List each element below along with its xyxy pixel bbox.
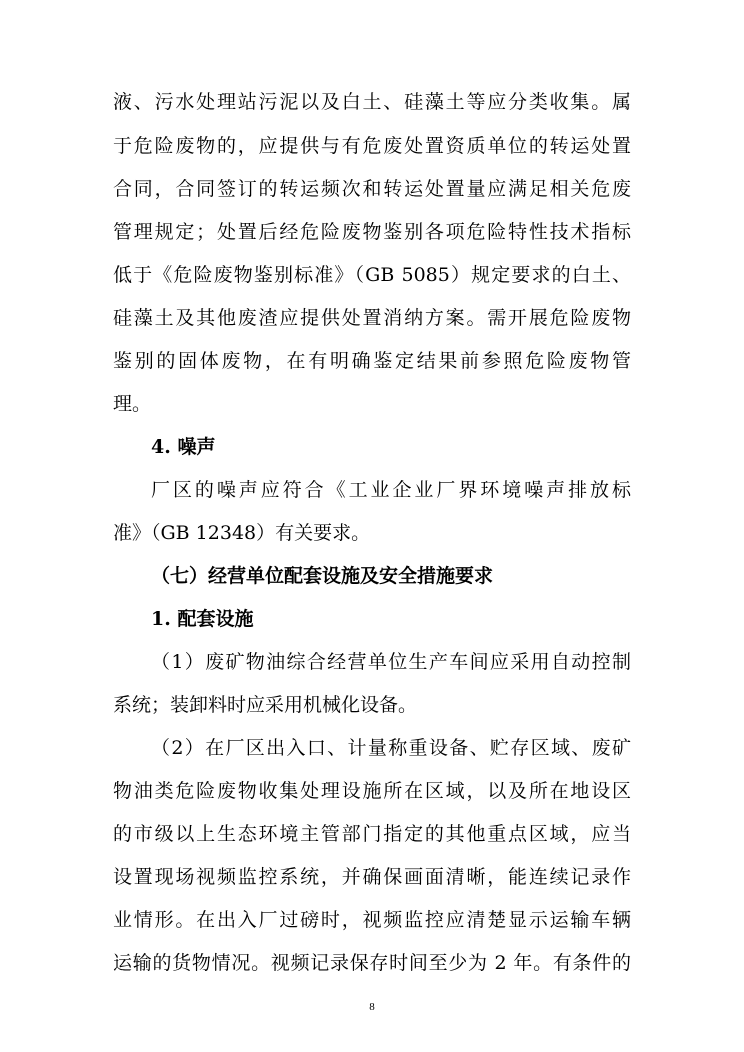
paragraph-line: 厂区的噪声应符合《工业企业厂界环境噪声排放标 xyxy=(151,479,631,501)
paragraph-line: 理。 xyxy=(113,393,152,415)
paragraph-line: 液、污水处理站污泥以及白土、硅藻土等应分类收集。属 xyxy=(113,91,631,113)
section-heading-facilities-safety: （七）经营单位配套设施及安全措施要求 xyxy=(151,565,494,587)
paragraph-line: （1）废矿物油综合经营单位生产车间应采用自动控制 xyxy=(151,651,631,673)
section-heading-noise: 4. 噪声 xyxy=(151,436,216,458)
paragraph-line: 低于《危险废物鉴别标准》（GB 5085）规定要求的白土、 xyxy=(113,264,631,286)
paragraph-line: 准》（GB 12348）有关要求。 xyxy=(113,522,371,544)
paragraph-line: 硅藻土及其他废渣应提供处置消纳方案。需开展危险废物 xyxy=(113,307,631,329)
subsection-heading-supporting-facilities: 1. 配套设施 xyxy=(151,608,254,630)
paragraph-line: 于危险废物的，应提供与有危废处置资质单位的转运处置 xyxy=(113,135,631,157)
paragraph-line: 运输的货物情况。视频记录保存时间至少为 2 年。有条件的 xyxy=(113,952,631,974)
paragraph-line: 系统；装卸料时应采用机械化设备。 xyxy=(113,694,418,716)
paragraph-line: 鉴别的固体废物，在有明确鉴定结果前参照危险废物管 xyxy=(113,350,631,372)
paragraph-line: （2）在厂区出入口、计量称重设备、贮存区域、废矿 xyxy=(151,737,631,759)
paragraph-line: 业情形。在出入厂过磅时，视频监控应清楚显示运输车辆 xyxy=(113,909,631,931)
paragraph-line: 设置现场视频监控系统，并确保画面清晰，能连续记录作 xyxy=(113,866,631,888)
page-number: 8 xyxy=(369,1001,375,1013)
paragraph-line: 合同，合同签订的转运频次和转运处置量应满足相关危废 xyxy=(113,178,631,200)
paragraph-line: 物油类危险废物收集处理设施所在区域，以及所在地设区 xyxy=(113,780,631,802)
paragraph-line: 管理规定；处置后经危险废物鉴别各项危险特性技术指标 xyxy=(113,221,631,243)
paragraph-line: 的市级以上生态环境主管部门指定的其他重点区域，应当 xyxy=(113,823,631,845)
